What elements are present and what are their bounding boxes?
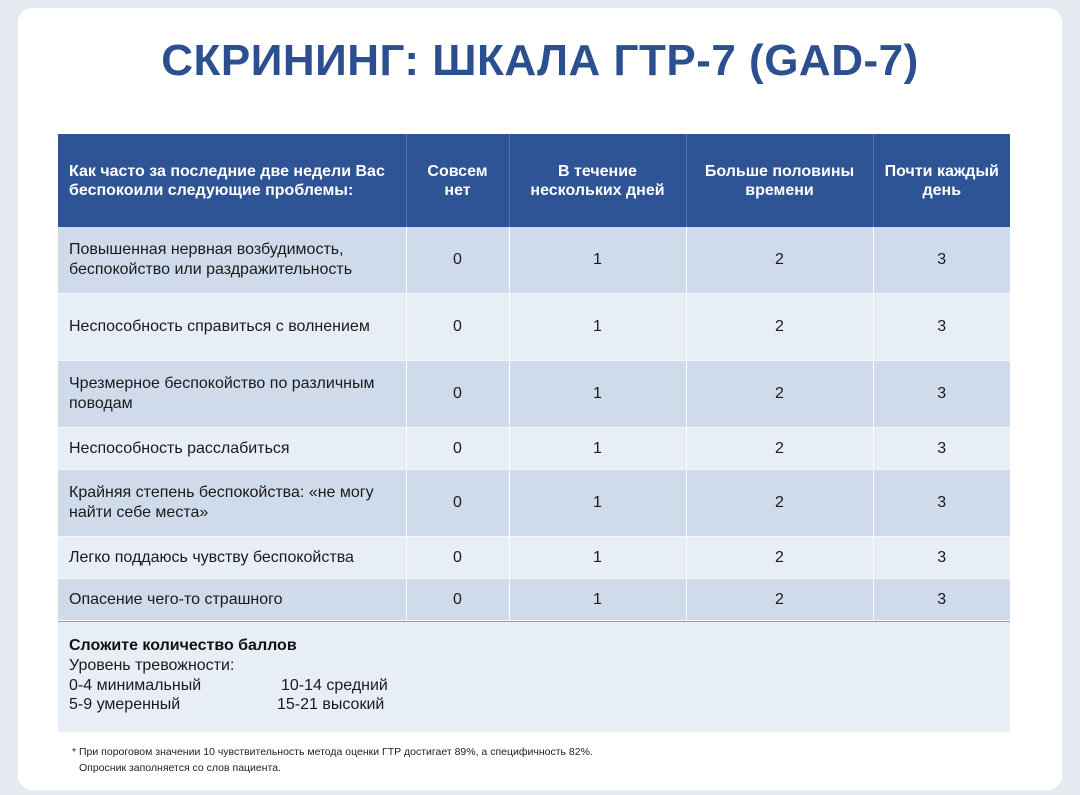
score-cell: 2 (686, 361, 873, 428)
score-cell: 3 (873, 428, 1010, 470)
score-cell: 0 (406, 361, 509, 428)
score-cell: 1 (509, 294, 686, 361)
summary-title: Сложите количество баллов (69, 637, 297, 654)
header-not-at-all: Совсем нет (406, 134, 509, 227)
score-summary (58, 621, 1010, 732)
table-row (58, 428, 1010, 470)
score-cell: 2 (686, 227, 873, 294)
score-cell: 1 (509, 470, 686, 537)
score-cell: 1 (509, 579, 686, 621)
question-cell: Легко поддаюсь чувству беспокойства (58, 537, 406, 579)
score-cell: 3 (873, 294, 1010, 361)
gad7-table (58, 134, 1010, 621)
header-several-days: В течение нескольких дней (509, 134, 686, 227)
question-cell: Неспособность расслабиться (58, 428, 406, 470)
score-cell: 3 (873, 361, 1010, 428)
table-row (58, 294, 1010, 361)
level-mild: 5-9 умеренный (69, 696, 181, 713)
question-cell: Опасение чего-то страшного (58, 579, 406, 621)
header-nearly-every-day: Почти каждый день (873, 134, 1010, 227)
footnote-sensitivity: * При пороговом значении 10 чувствительность метода оценки ГТР достигает 89%, а специфичность 82%. (72, 746, 593, 758)
page-title: СКРИНИНГ: ШКАЛА ГТР-7 (GAD-7) (161, 36, 919, 85)
question-cell: Неспособность справиться с волнением (58, 294, 406, 361)
score-cell: 2 (686, 428, 873, 470)
header-question: Как часто за последние две недели Вас беспокоили следующие проблемы: (58, 134, 406, 227)
level-severe: 15-21 высокий (277, 696, 385, 713)
table-row (58, 361, 1010, 428)
question-cell: Крайняя степень беспокойства: «не могу найти себе места» (58, 470, 406, 537)
table-header-row (58, 134, 1010, 227)
score-cell: 1 (509, 361, 686, 428)
score-cell: 2 (686, 579, 873, 621)
footnote-note: Опросник заполняется со слов пациента. (79, 762, 281, 774)
table-row (58, 537, 1010, 579)
score-cell: 3 (873, 537, 1010, 579)
score-cell: 0 (406, 537, 509, 579)
table-row (58, 227, 1010, 294)
score-cell: 0 (406, 579, 509, 621)
score-cell: 0 (406, 227, 509, 294)
score-cell: 1 (509, 227, 686, 294)
level-minimal: 0-4 минимальный (69, 677, 202, 694)
score-cell: 1 (509, 537, 686, 579)
table-row (58, 579, 1010, 621)
score-cell: 0 (406, 470, 509, 537)
score-cell: 2 (686, 294, 873, 361)
level-moderate: 10-14 средний (281, 677, 388, 694)
header-more-than-half: Больше половины времени (686, 134, 873, 227)
score-cell: 0 (406, 428, 509, 470)
score-cell: 2 (686, 470, 873, 537)
score-cell: 3 (873, 470, 1010, 537)
table-row (58, 470, 1010, 537)
score-cell: 2 (686, 537, 873, 579)
score-cell: 1 (509, 428, 686, 470)
score-cell: 3 (873, 227, 1010, 294)
score-cell: 0 (406, 294, 509, 361)
question-cell: Чрезмерное беспокойство по различным поводам (58, 361, 406, 428)
score-cell: 3 (873, 579, 1010, 621)
question-cell: Повышенная нервная возбудимость, беспокойство или раздражительность (58, 227, 406, 294)
anxiety-level-label: Уровень тревожности: (69, 657, 235, 674)
